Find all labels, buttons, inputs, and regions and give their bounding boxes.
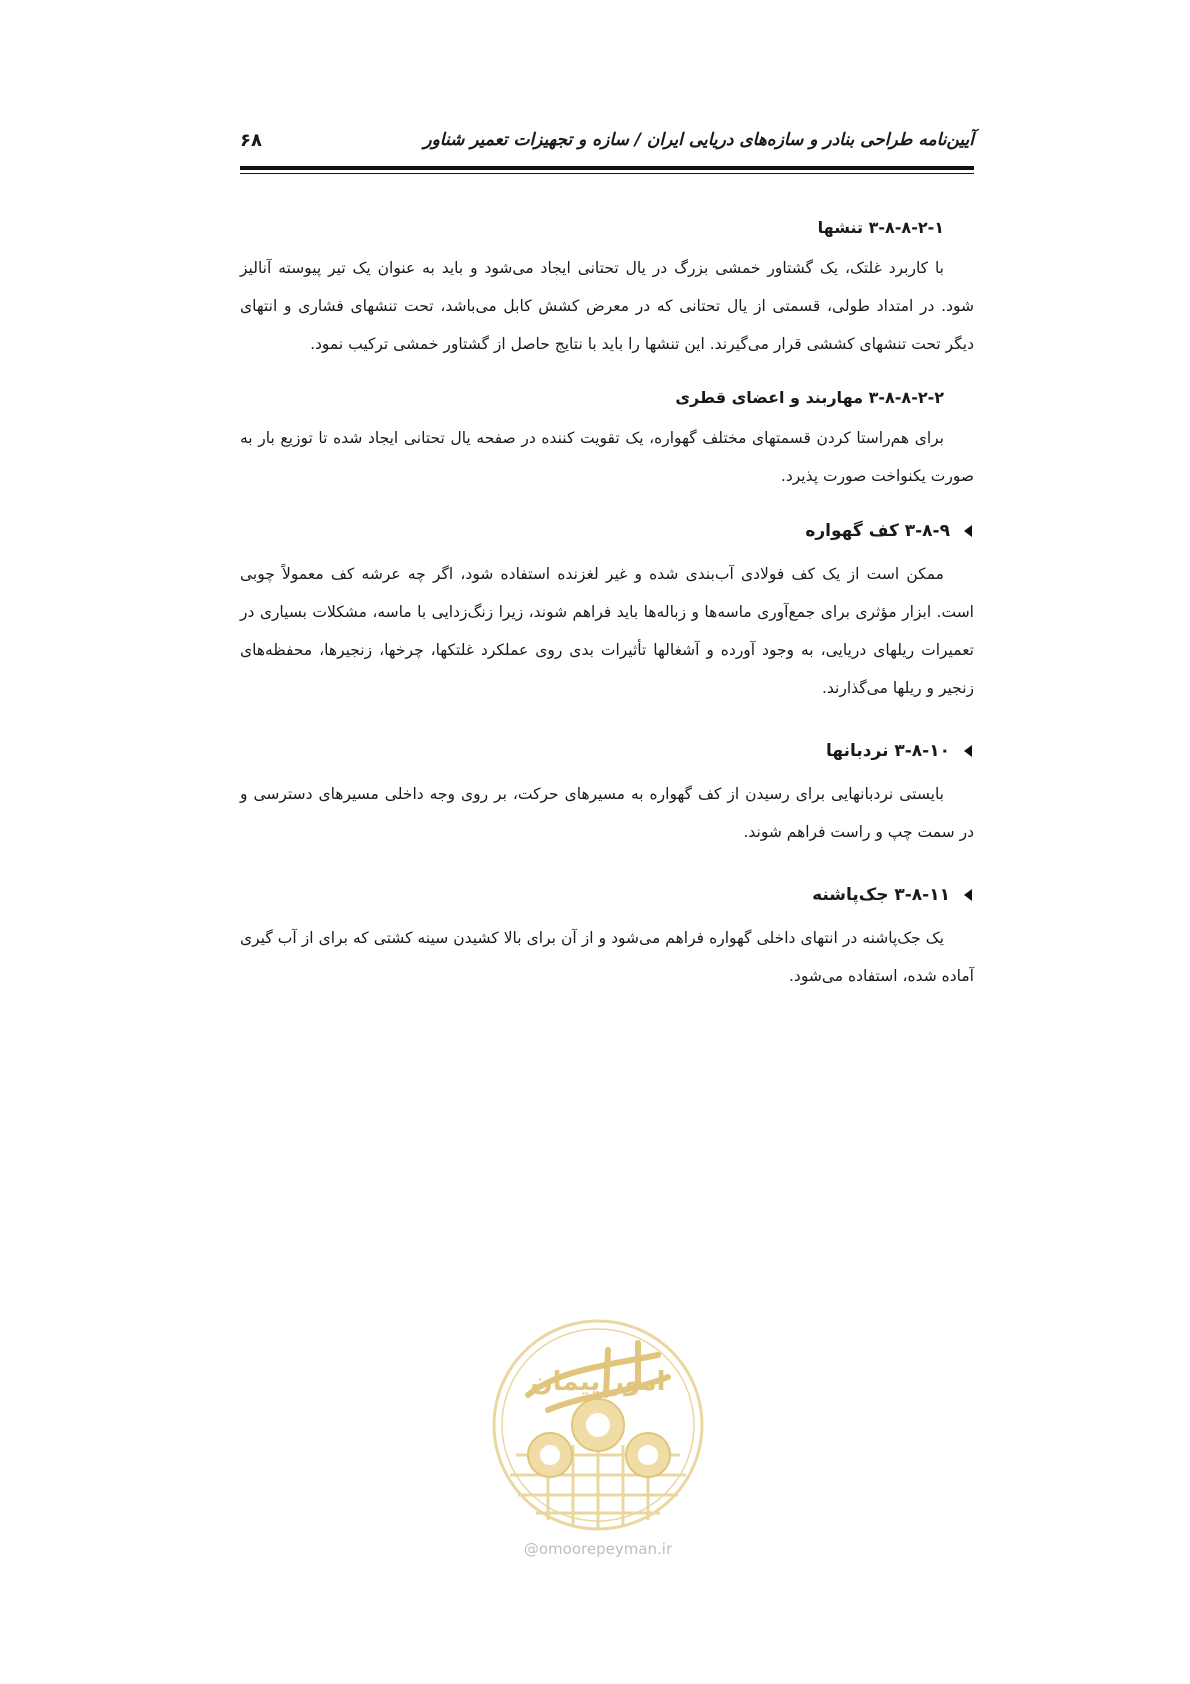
section-heading: ۳-۸-۸-۲-۲ مهاربند و اعضای قطری	[675, 388, 944, 407]
section-heading-row	[240, 737, 974, 765]
section-paragraph: یک جک‌پاشنه در انتهای داخلی گهواره فراهم می‌شود و از آن برای بالا کشیدن سینه کشتی که برای از آب گیری آماده شده، استفاده می‌شود.	[240, 929, 974, 985]
section-paragraph: ممکن است از یک کف فولادی آب‌بندی شده و غیر لغزنده استفاده شود، اگر چه عرشه کف معمولاً چوبی است. ابزار مؤثری برای جمع‌آوری ماسه‌ها و زباله‌ها باید فراهم شوند، زیرا زنگ‌زدایی با ماسه، مشکلات بسیاری در تعمیرات ریلهای دریایی، به وجود آورده و آشغالها تأثیرات بدی روی عملکرد غلتکها، چرخها، زنجیرها، محفظه‌های زنجیر و ریلها می‌گذارند.	[240, 565, 974, 697]
watermark-url: @omoorepeyman.ir	[523, 1540, 673, 1558]
section-paragraph: برای هم‌راستا کردن قسمتهای مختلف گهواره، یک تقویت کننده در صفحه یال تحتانی ایجاد شده تا توزیع بار به صورت یکنواخت صورت پذیرد.	[240, 429, 974, 485]
section-heading: ۳-۸-۱۰ نردبانها	[826, 741, 950, 761]
watermark-logo-text: امور پیمان	[530, 1367, 666, 1397]
section-ladders	[240, 737, 974, 851]
running-header	[240, 130, 974, 160]
page-number: ۶۸	[240, 130, 262, 151]
bullet-triangle-icon	[964, 745, 972, 757]
section-bracing	[240, 385, 974, 495]
section-heading: ۳-۸-۸-۲-۱ تنشها	[817, 218, 944, 237]
bullet-triangle-icon	[964, 525, 972, 537]
section-paragraph: بایستی نردبانهایی برای رسیدن از کف گهواره به مسیرهای حرکت، بر روی وجه داخلی مسیرهای دسترسی و در سمت چپ و راست فراهم شوند.	[240, 785, 974, 841]
section-heading: ۳-۸-۹ کف گهواره	[805, 521, 950, 541]
section-stresses	[240, 215, 974, 363]
section-heading-row	[240, 517, 974, 545]
header-rule-thick	[240, 166, 974, 170]
section-heel-jack	[240, 881, 974, 995]
section-heading: ۳-۸-۱۱ جک‌پاشنه	[812, 885, 950, 905]
section-heading-row	[240, 881, 974, 909]
watermark-logo	[488, 1315, 708, 1535]
bullet-triangle-icon	[964, 889, 972, 901]
section-cradle-floor	[240, 517, 974, 707]
section-paragraph: با کاربرد غلتک، یک گشتاور خمشی بزرگ در یال تحتانی ایجاد می‌شود و باید به عنوان یک تیر پیوسته آنالیز شود. در امتداد طولی، قسمتی از یال تحتانی که در معرض کشش کابل می‌باشد، تحت تنشهای فشاری و انتهای دیگر تحت تنشهای کششی قرار می‌گیرند. این تنشها را باید با نتایج حاصل از گشتاور خمشی ترکیب نمود.	[240, 259, 974, 353]
running-title: آیین‌نامه طراحی بنادر و سازه‌های دریایی ایران / سازه و تجهیزات تعمیر شناور	[423, 130, 974, 150]
header-rule-thin	[240, 173, 974, 174]
body-content	[240, 215, 974, 995]
